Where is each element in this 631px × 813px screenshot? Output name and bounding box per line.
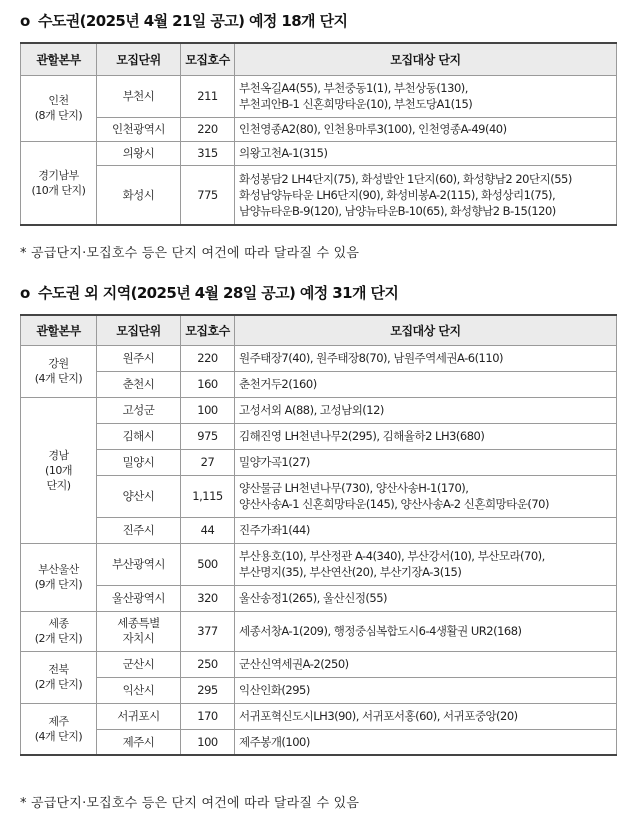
- target-line: 부산명지(35), 부산연산(20), 부산기장A-3(15): [239, 565, 462, 579]
- count-cell: 100: [181, 397, 235, 423]
- table-row: [21, 611, 617, 651]
- table-row: [21, 423, 617, 449]
- region-cell: [21, 651, 97, 703]
- target-line: 화성남양뉴타운 LH6단지(90), 화성비봉A-2(115), 화성상리1(75),: [239, 187, 556, 202]
- count-cell: 295: [181, 677, 235, 703]
- table-row: [21, 677, 617, 703]
- table-row: [21, 703, 617, 729]
- targets-cell: [235, 449, 617, 475]
- count-cell: 44: [181, 517, 235, 543]
- targets-cell: [235, 651, 617, 677]
- section2-bullet: o: [20, 284, 30, 302]
- table-row: [21, 517, 617, 543]
- targets-cell: [235, 117, 617, 141]
- targets-cell: [235, 677, 617, 703]
- targets-cell: [235, 703, 617, 729]
- table-row: [21, 449, 617, 475]
- unit-cell: 의왕시: [97, 141, 181, 165]
- table-row: [21, 165, 617, 225]
- header-unit: 모집단위: [97, 315, 181, 345]
- unit-cell: 김해시: [97, 423, 181, 449]
- section2-title: 수도권 외 지역(2025년 4월 28일 공고) 예정 31개 단지: [38, 284, 399, 302]
- targets-cell: [235, 729, 617, 755]
- target-line: 고성서외 A(88), 고성남외(12): [239, 403, 384, 417]
- count-cell: 315: [181, 141, 235, 165]
- targets-cell: [235, 611, 617, 651]
- header-targets: 모집대상 단지: [235, 43, 617, 75]
- targets-cell: [235, 371, 617, 397]
- unit-cell: 양산시: [97, 475, 181, 517]
- table-row: [21, 585, 617, 611]
- table-row: [21, 397, 617, 423]
- table-row: [21, 345, 617, 371]
- header-region: 관할본부: [21, 43, 97, 75]
- targets-cell: [235, 543, 617, 585]
- table-row: [21, 141, 617, 165]
- unit-cell: 군산시: [97, 651, 181, 677]
- section1-note: * 공급단지·모집호수 등은 단지 여건에 따라 달라질 수 있음: [20, 246, 360, 261]
- region-count: (4개 단지): [34, 729, 83, 743]
- region-name: 인천: [48, 94, 69, 107]
- count-cell: 220: [181, 117, 235, 141]
- unit-cell: 인천광역시: [97, 117, 181, 141]
- section2-heading: [20, 282, 398, 303]
- targets-cell: [235, 75, 617, 117]
- count-cell: 27: [181, 449, 235, 475]
- section2-table: [20, 314, 617, 756]
- unit-line: 세종특별: [117, 616, 160, 630]
- targets-cell: [235, 423, 617, 449]
- region-name: 전북: [48, 663, 69, 676]
- unit-cell: 고성군: [97, 397, 181, 423]
- target-line: 군산신역세권A-2(250): [239, 657, 349, 671]
- target-line: 원주태장7(40), 원주태장8(70), 남원주역세권A-6(110): [239, 351, 503, 365]
- region-cell: [21, 703, 97, 755]
- table-row: [21, 117, 617, 141]
- table-row: [21, 651, 617, 677]
- count-cell: 250: [181, 651, 235, 677]
- region-count: (10개 단지): [31, 183, 86, 197]
- region-name: 경남: [48, 448, 69, 462]
- region-count: (9개 단지): [34, 578, 83, 591]
- target-line: 화성봉담2 LH4단지(75), 화성발안 1단지(60), 화성향남2 20단지(55): [239, 171, 572, 186]
- count-cell: 100: [181, 729, 235, 755]
- count-cell: 160: [181, 371, 235, 397]
- unit-cell: 부천시: [97, 75, 181, 117]
- target-line: 익산인화(295): [239, 683, 310, 697]
- unit-cell: 제주시: [97, 729, 181, 755]
- section1-table: [20, 42, 617, 226]
- table-header-row: [21, 43, 617, 75]
- table-row: [21, 475, 617, 517]
- header-count: 모집호수: [181, 315, 235, 345]
- count-cell: 220: [181, 345, 235, 371]
- count-cell: 775: [181, 165, 235, 225]
- section1-title: 수도권(2025년 4월 21일 공고) 예정 18개 단지: [38, 12, 348, 30]
- target-line: 부천괴안B-1 신혼희망타운(10), 부천도당A1(15): [239, 97, 473, 111]
- unit-cell: 서귀포시: [97, 703, 181, 729]
- target-line: 양산물금 LH천년나무(730), 양산사송H-1(170),: [239, 481, 469, 495]
- region-name: 강원: [48, 357, 69, 370]
- region-count: (4개 단지): [34, 372, 83, 385]
- region-name: 경기남부: [38, 168, 79, 182]
- table-row: [21, 75, 617, 117]
- region-name: 제주: [48, 714, 69, 728]
- unit-cell: 진주시: [97, 517, 181, 543]
- target-line: 진주가좌1(44): [239, 523, 310, 537]
- unit-cell: 춘천시: [97, 371, 181, 397]
- target-line: 김해진영 LH천년나무2(295), 김해율하2 LH3(680): [239, 429, 485, 443]
- targets-cell: [235, 517, 617, 543]
- section2-note: * 공급단지·모집호수 등은 단지 여건에 따라 달라질 수 있음: [20, 796, 360, 811]
- targets-cell: [235, 345, 617, 371]
- targets-cell: [235, 585, 617, 611]
- targets-cell: [235, 165, 617, 225]
- region-cell: [21, 543, 97, 611]
- region-count: (8개 단지): [34, 109, 83, 122]
- unit-cell: 밀양시: [97, 449, 181, 475]
- region-name: 세종: [48, 617, 69, 630]
- header-count: 모집호수: [181, 43, 235, 75]
- region-cell: [21, 75, 97, 141]
- region-cell: [21, 397, 97, 543]
- section1-bullet: o: [20, 12, 30, 30]
- target-line: 양산사송A-1 신혼희망타운(145), 양산사송A-2 신혼희망타운(70): [239, 497, 549, 511]
- header-unit: 모집단위: [97, 43, 181, 75]
- table-row: [21, 543, 617, 585]
- target-line: 제주봉개(100): [239, 734, 310, 749]
- unit-cell: [97, 611, 181, 651]
- target-line: 서귀포혁신도시LH3(90), 서귀포서홍(60), 서귀포중앙(20): [239, 709, 518, 723]
- targets-cell: [235, 141, 617, 165]
- header-targets: 모집대상 단지: [235, 315, 617, 345]
- region-count: (2개 단지): [34, 632, 83, 645]
- target-line: 밀양가곡1(27): [239, 455, 310, 469]
- count-cell: 170: [181, 703, 235, 729]
- unit-cell: 부산광역시: [97, 543, 181, 585]
- region-cell: [21, 611, 97, 651]
- region-cell: [21, 141, 97, 225]
- unit-cell: 울산광역시: [97, 585, 181, 611]
- count-cell: 975: [181, 423, 235, 449]
- region-name: 부산울산: [38, 563, 79, 576]
- count-cell: 500: [181, 543, 235, 585]
- count-cell: 320: [181, 585, 235, 611]
- target-line: 세종서창A-1(209), 행정중심복합도시6-4생활권 UR2(168): [239, 624, 522, 638]
- count-cell: 377: [181, 611, 235, 651]
- target-line: 의왕고천A-1(315): [239, 146, 328, 160]
- region-cell: [21, 345, 97, 397]
- count-cell: 211: [181, 75, 235, 117]
- unit-cell: 화성시: [97, 165, 181, 225]
- target-line: 울산송정1(265), 울산신정(55): [239, 591, 388, 605]
- targets-cell: [235, 397, 617, 423]
- count-cell: 1,115: [181, 475, 235, 517]
- target-line: 부산용호(10), 부산정관 A-4(340), 부산강서(10), 부산모라(70),: [239, 549, 545, 563]
- region-count: (10개: [45, 463, 72, 477]
- section1-heading: [20, 10, 347, 31]
- unit-line: 자치시: [122, 631, 155, 645]
- header-region: 관할본부: [21, 315, 97, 345]
- unit-cell: 원주시: [97, 345, 181, 371]
- table-row: [21, 729, 617, 755]
- targets-cell: [235, 475, 617, 517]
- target-line: 인천영종A2(80), 인천용마루3(100), 인천영종A-49(40): [239, 122, 507, 136]
- table-header-row: [21, 315, 617, 345]
- region-count: (2개 단지): [34, 678, 83, 691]
- target-line: 춘천거두2(160): [239, 377, 317, 391]
- region-count-line2: 단지): [46, 478, 71, 492]
- table-row: [21, 371, 617, 397]
- target-line: 남양뉴타운B-9(120), 남양뉴타운B-10(65), 화성향남2 B-15(120): [239, 203, 556, 218]
- unit-cell: 익산시: [97, 677, 181, 703]
- target-line: 부천옥길A4(55), 부천중동1(1), 부천상동(130),: [239, 81, 468, 95]
